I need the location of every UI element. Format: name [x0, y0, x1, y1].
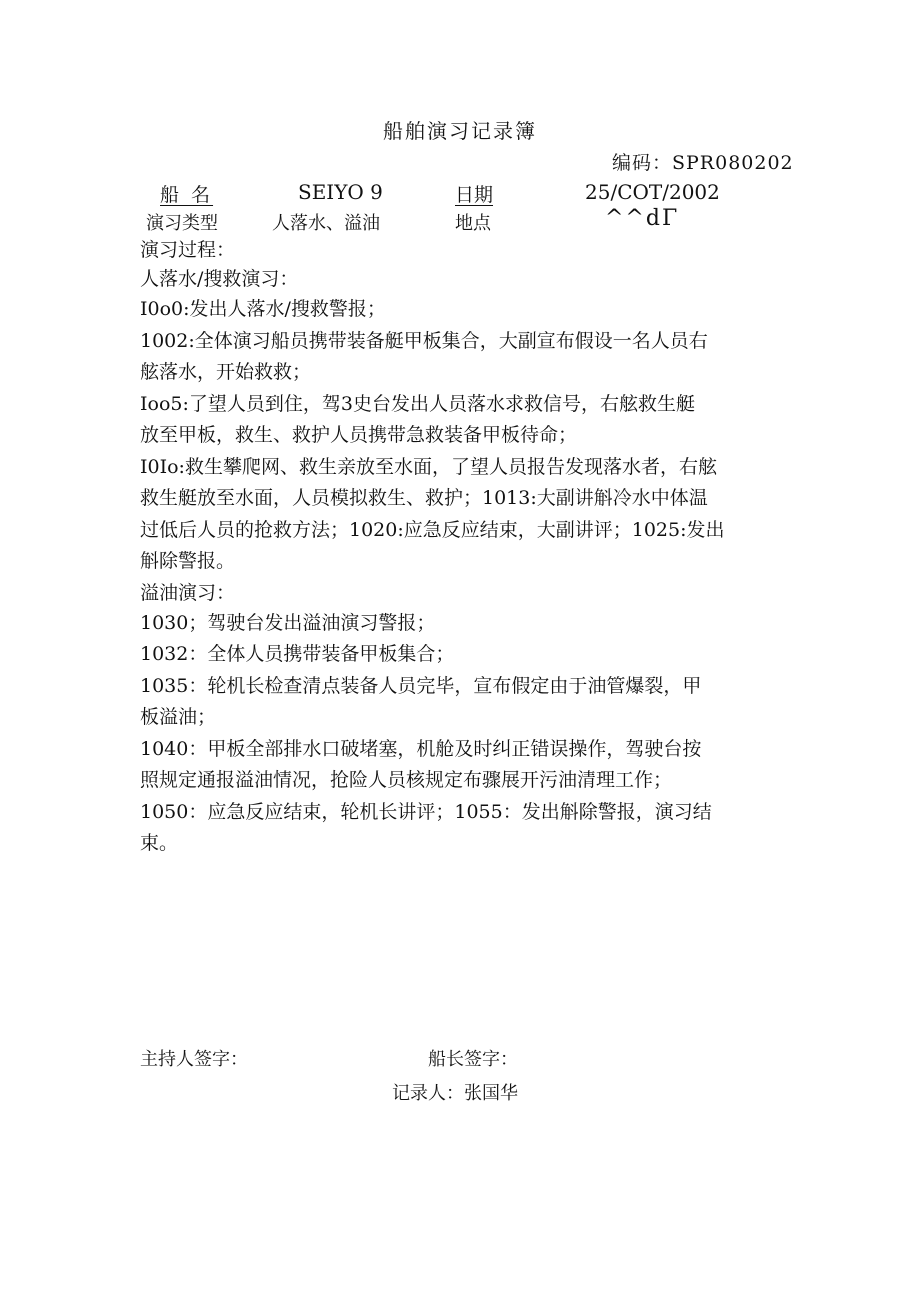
mob-heading: 人落水/搜救演习：	[140, 268, 299, 290]
drill-process	[140, 236, 790, 860]
oil-heading: 溢油演习：	[140, 581, 236, 604]
oil-line: 1050：应急反应结束，轮机长讲评；1055：发出斛除警报，演习结	[140, 800, 712, 823]
mob-line: I0Io:救生攀爬网、救生亲放至水面，了望人员报告发现落水者，右舷	[140, 455, 717, 478]
oil-line: 1035：轮机长检查清点装备人员完毕，宣布假定由于油管爆裂，甲	[140, 674, 702, 697]
recorder-signature: 记录人：张国华	[392, 1083, 518, 1104]
ship-name-label: 船 名	[160, 184, 214, 206]
oil-line: 1040：甲板全部排水口破堵塞，机舱及时纠正错误操作，驾驶台按	[140, 737, 702, 760]
oil-line: 照规定通报溢油情况，抢险人员核规定布骤展开污油清理工作；	[140, 769, 673, 791]
place-label: 地点	[455, 213, 491, 234]
mob-line: 放至甲板，救生、救护人员携带急救装备甲板待命；	[140, 424, 578, 446]
process-heading: 演习过程：	[140, 239, 236, 261]
date-label: 日期	[455, 184, 494, 206]
ship-name-value: SEIYO 9	[298, 180, 383, 204]
place-value: ^^dΓ	[605, 206, 680, 231]
captain-signature: 船长签字：	[428, 1049, 518, 1070]
document-code: 编码：SPR080202	[612, 152, 794, 174]
oil-line: 板溢油；	[140, 706, 217, 728]
mob-line: Ioo5:了望人员到住，驾3史台发出人员落水求救信号，右舷救生艇	[140, 392, 695, 415]
mob-line: 斛除警报。	[140, 550, 236, 572]
mob-line: 舷落水，开始救救；	[140, 361, 312, 383]
oil-line: 1030；驾驶台发出溢油演习警报；	[140, 611, 436, 634]
host-signature: 主持人签字：	[140, 1049, 248, 1070]
mob-line: 过低后人员的抢救方法；1020:应急反应结束，大副讲评；1025:发出	[140, 518, 725, 541]
drill-type-label: 演习类型	[146, 213, 218, 234]
document-title: 船舶演习记录簿	[383, 119, 537, 143]
mob-line: 1002:全体演习船员携带装备艇甲板集合，大副宣布假设一名人员右	[140, 329, 708, 352]
mob-line: 救生艇放至水面，人员模拟救生、救护；1013:大副讲斛冷水中体温	[140, 487, 708, 509]
drill-type-value: 人落水、溢油	[272, 213, 380, 234]
oil-line: 束。	[140, 832, 179, 854]
oil-line: 1032：全体人员携带装备甲板集合；	[140, 643, 455, 665]
mob-line: I0o0:发出人落水/搜救警报；	[140, 298, 386, 320]
date-value: 25/COT/2002	[585, 180, 720, 204]
